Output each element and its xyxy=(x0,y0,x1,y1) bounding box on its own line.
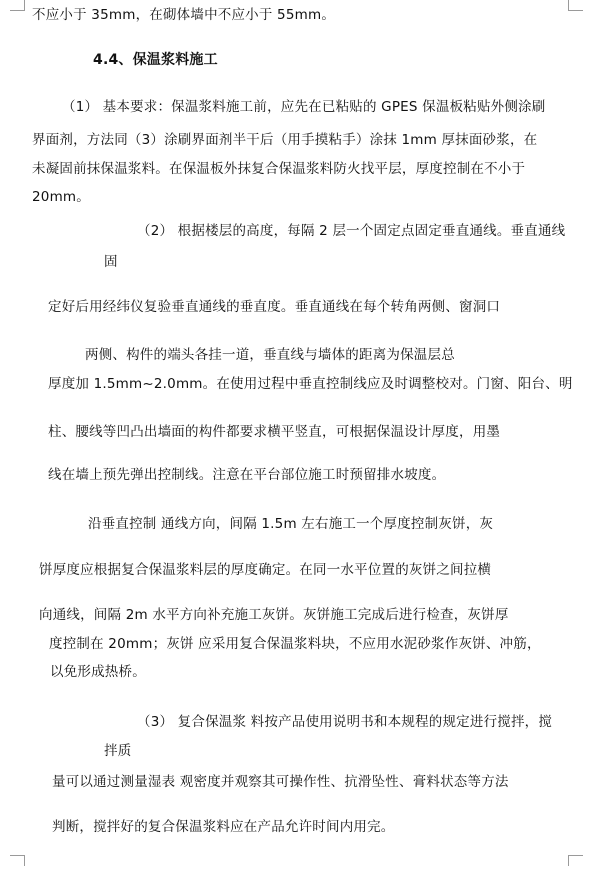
body-line: 沿垂直控制 通线方向，间隔 1.5m 左右施工一个厚度控制灰饼，灰 xyxy=(88,516,494,532)
body-line: 界面剂，方法同（3）涂刷界面剂半干后（用手摸粘手）涂抹 1mm 厚抹面砂浆，在 xyxy=(32,132,538,148)
body-line: 判断，搅拌好的复合保温浆料应在产品允许时间内用完。 xyxy=(52,819,395,835)
body-line: 未凝固前抹保温浆料。在保温板外抹复合保温浆料防火找平层，厚度控制在不小于 xyxy=(32,161,526,177)
crop-mark-bottom-left xyxy=(10,855,25,866)
body-line: （1） 基本要求：保温浆料施工前，应先在已粘贴的 GPES 保温板粘贴外侧涂刷 xyxy=(62,99,546,115)
body-line: 定好后用经纬仪复验垂直通线的垂直度。垂直通线在每个转角两侧、窗洞口 xyxy=(48,299,501,315)
crop-mark-top-left xyxy=(10,0,25,11)
body-line: 厚度加 1.5mm~2.0mm。在使用过程中垂直控制线应及时调整校对。门窗、阳台、明 xyxy=(48,376,573,392)
body-line: （2） 根据楼层的高度，每隔 2 层一个固定点固定垂直通线。垂直通线 xyxy=(137,223,566,239)
body-line: 不应小于 35mm，在砌体墙中不应小于 55mm。 xyxy=(32,7,336,23)
crop-mark-top-right xyxy=(568,0,583,11)
body-line: 20mm。 xyxy=(32,189,90,205)
body-line: 向通线，间隔 2m 水平方向补充施工灰饼。灰饼施工完成后进行检查，灰饼厚 xyxy=(39,607,509,623)
body-line: 以免形成热桥。 xyxy=(50,664,146,680)
body-line: 柱、腰线等凹凸出墙面的构件都要求横平竖直，可根据保温设计厚度，用墨 xyxy=(48,424,501,440)
section-heading: 4.4、保温浆料施工 xyxy=(93,52,218,68)
body-line: 两侧、构件的端头各挂一道，垂直线与墙体的距离为保温层总 xyxy=(85,347,455,363)
body-line: 量可以通过测量湿表 观密度并观察其可操作性、抗滑坠性、膏料状态等方法 xyxy=(52,774,509,790)
body-line: 固 xyxy=(104,254,118,270)
body-line: （3） 复合保温浆 料按产品使用说明书和本规程的规定进行搅拌，搅 xyxy=(137,714,553,730)
body-line: 饼厚度应根据复合保温浆料层的厚度确定。在同一水平位置的灰饼之间拉横 xyxy=(39,562,492,578)
body-line: 拌质 xyxy=(104,743,132,759)
crop-mark-bottom-right xyxy=(568,855,583,866)
body-line: 线在墙上预先弹出控制线。注意在平台部位施工时预留排水坡度。 xyxy=(48,467,446,483)
body-line: 度控制在 20mm；灰饼 应采用复合保温浆料块，不应用水泥砂浆作灰饼、冲筋， xyxy=(49,636,541,652)
